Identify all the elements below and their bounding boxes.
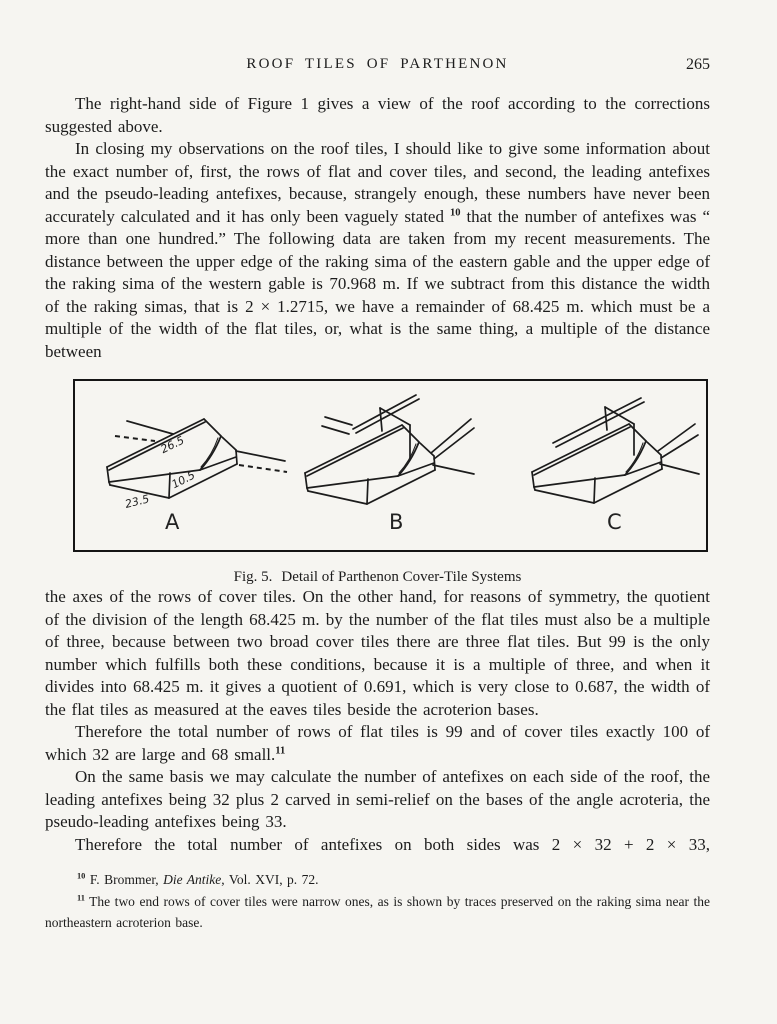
dimension-bottom-width: 23.5 bbox=[123, 492, 151, 511]
paragraph-4: Therefore the total number of rows of flat tiles is 99 and of cover tiles exactly 100 of which 32 are large and 68 small.$^{11}$ bbox=[45, 722, 710, 764]
running-title: ROOF TILES OF PARTHENON bbox=[246, 56, 509, 72]
figure-label-b: B bbox=[389, 510, 404, 534]
footnotes bbox=[45, 869, 710, 934]
paragraph-1: The right-hand side of Figure 1 gives a view of the roof according to the corrections suggested above. bbox=[45, 94, 710, 136]
figure-5 bbox=[45, 379, 710, 586]
tile-drawing-c bbox=[532, 398, 699, 534]
figure-box bbox=[73, 379, 708, 552]
cover-tile-diagram bbox=[75, 381, 705, 549]
footnote-10: $^{10}$ F. Brommer, Die Antike, Vol. XVI, p. 72. bbox=[77, 871, 319, 887]
paragraph-3: the axes of the rows of cover tiles. On the other hand, for reasons of symmetry, the quotient of the division of the length 68.425 m. by the number of the flat tiles must also be a multiple of three, because between two broad cover tiles there are three flat tiles. But 99 is the only number which fulfills both these conditions, because it is a multiple of three, and when it divides into 68.425 m. it gives a quotient of 0.691, which is very close to 0.687, the width of the flat tiles as measured at the eaves tiles beside the acroterion bases. bbox=[45, 587, 710, 719]
page-number: 265 bbox=[686, 56, 710, 73]
tile-drawing-a bbox=[107, 419, 287, 534]
page-header bbox=[45, 56, 710, 76]
paragraph-5: On the same basis we may calculate the number of antefixes on each side of the roof, the leading antefixes being 32 plus 2 carved in semi-relief on the bases of the angle acroteria, the pseudo-leading antefixes being 33. bbox=[45, 767, 710, 831]
figure-caption-number: Fig. 5. bbox=[233, 569, 273, 585]
paragraph-6: Therefore the total number of antefixes on both sides was 2 × 32 + 2 × 33, bbox=[75, 834, 710, 854]
dimension-skirt-height: 10.5 bbox=[169, 468, 198, 492]
figure-caption bbox=[45, 569, 710, 586]
figure-label-c: C bbox=[607, 510, 622, 534]
tile-drawing-b bbox=[305, 395, 474, 534]
footnote-11: $^{11}$ The two end rows of cover tiles were narrow ones, as is shown by traces preserved on the raking sima near the northeastern acroterion base. bbox=[45, 893, 710, 930]
dimension-top-width: 26.5 bbox=[158, 433, 187, 457]
paragraph-2: In closing my observations on the roof tiles, I should like to give some information about the exact number of, first, the rows of flat and cover tiles, and second, the leading antefixes and the pseudo-leading antefixes, because, strangely enough, these numbers have never been accurately calculated and it has only been vaguely stated $^{10}$ that the number of antefixes was “ more than one hundred.” The following data are taken from my recent measurements. The distance between the upper edge of the raking sima of the eastern gable and the upper edge of the raking sima of the western gable is 70.968 m. If we subtract from this distance the width of the raking simas, that is 2 × 1.2715, we have a remainder of 68.425 m. which must be a multiple of the width of the flat tiles, or, what is the same thing, a multiple of the distance between bbox=[45, 139, 711, 361]
figure-caption-text: Detail of Parthenon Cover-Tile Systems bbox=[281, 569, 522, 585]
figure-label-a: A bbox=[165, 510, 180, 534]
